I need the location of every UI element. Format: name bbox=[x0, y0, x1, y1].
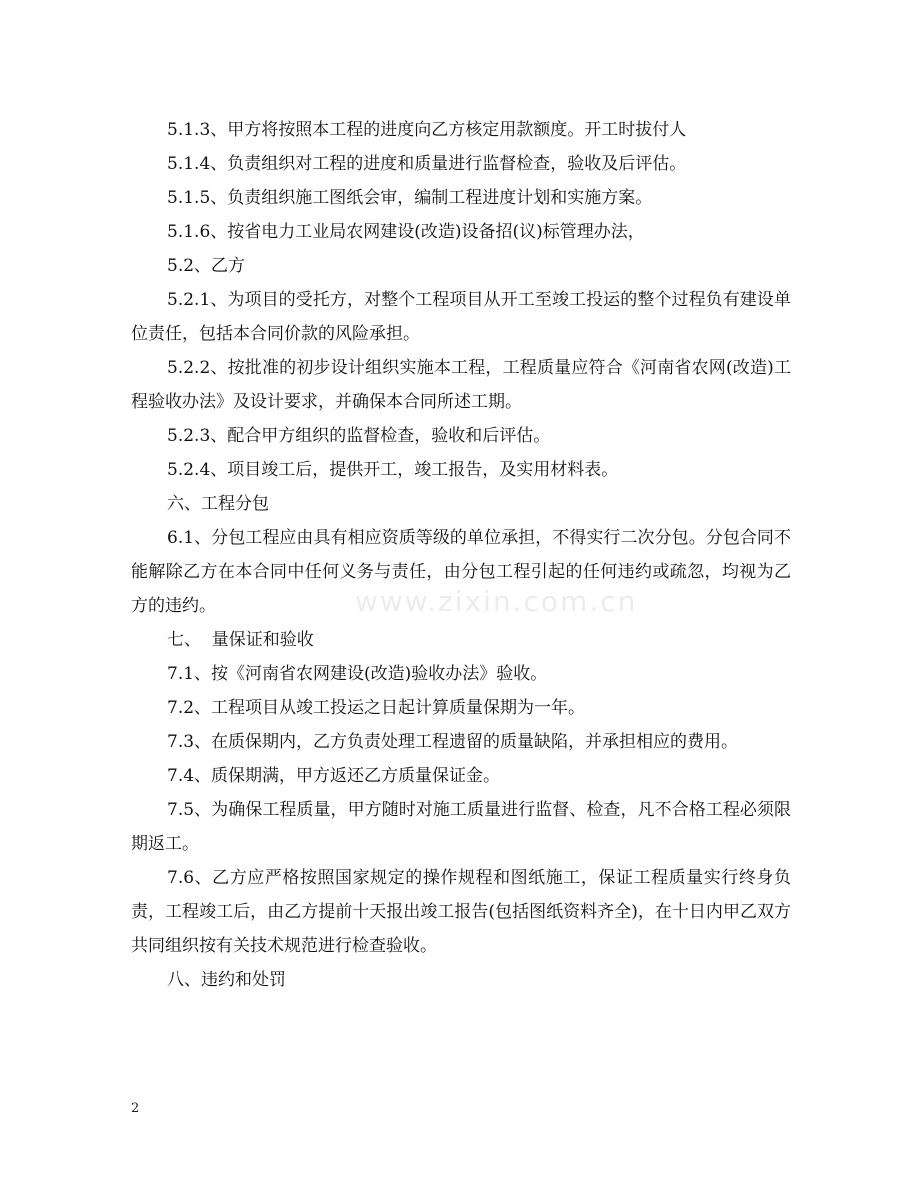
page-number: 2 bbox=[131, 1101, 140, 1116]
paragraph-5-2-4: 5.2.4、项目竣工后，提供开工，竣工报告，及实用材料表。 bbox=[167, 460, 619, 480]
watermark: www.zixin.com.cn bbox=[355, 585, 638, 618]
paragraph-7-3: 7.3、在质保期内，乙方负责处理工程遗留的质量缺陷，并承担相应的费用。 bbox=[167, 732, 739, 752]
section-heading-6: 六、工程分包 bbox=[167, 494, 269, 514]
section-heading-7: 七、 量保证和验收 bbox=[167, 630, 314, 650]
paragraph-7-6: 7.6、乙方应严格按照国家规定的操作规程和图纸施工，保证工程质量实行终身负责，工程竣工后，由乙方提前十天报出竣工报告(包括图纸资料齐全)，在十日内甲乙双方共同组织按有关技术规范进行检查验收。 bbox=[131, 868, 791, 956]
paragraph-7-4: 7.4、质保期满，甲方返还乙方质量保证金。 bbox=[167, 766, 501, 786]
document-body bbox=[131, 113, 791, 997]
paragraph-5-1-6: 5.1.6、按省电力工业局农网建设(改造)设备招(议)标管理办法， bbox=[167, 222, 645, 242]
paragraph-5-1-4: 5.1.4、负责组织对工程的进度和质量进行监督检查，验收及后评估。 bbox=[167, 154, 687, 174]
paragraph-5-2-2: 5.2.2、按批准的初步设计组织实施本工程，工程质量应符合《河南省农网(改造)工程验收办法》及设计要求，并确保本合同所述工期。 bbox=[131, 358, 791, 412]
paragraph-7-1: 7.1、按《河南省农网建设(改造)验收办法》验收。 bbox=[167, 664, 548, 684]
paragraph-7-5: 7.5、为确保工程质量，甲方随时对施工质量进行监督、检查，凡不合格工程必须限期返工。 bbox=[131, 800, 791, 854]
section-heading-8: 八、违约和处罚 bbox=[167, 970, 286, 990]
heading-5-2: 5.2、乙方 bbox=[167, 256, 246, 276]
paragraph-5-2-3: 5.2.3、配合甲方组织的监督检查，验收和后评估。 bbox=[167, 426, 551, 446]
paragraph-6-1: 6.1、分包工程应由具有相应资质等级的单位承担，不得实行二次分包。分包合同不能解除乙方在本合同中任何义务与责任，由分包工程引起的任何违约或疏忽，均视为乙方的违约。 bbox=[131, 528, 791, 616]
paragraph-5-1-3: 5.1.3、甲方将按照本工程的进度向乙方核定用款额度。开工时拔付人 bbox=[167, 120, 687, 140]
paragraph-7-2: 7.2、工程项目从竣工投运之日起计算质量保期为一年。 bbox=[167, 698, 586, 718]
paragraph-5-2-1: 5.2.1、为项目的受托方，对整个工程项目从开工至竣工投运的整个过程负有建设单位责任，包括本合同价款的风险承担。 bbox=[131, 290, 791, 344]
paragraph-5-1-5: 5.1.5、负责组织施工图纸会审，编制工程进度计划和实施方案。 bbox=[167, 188, 653, 208]
